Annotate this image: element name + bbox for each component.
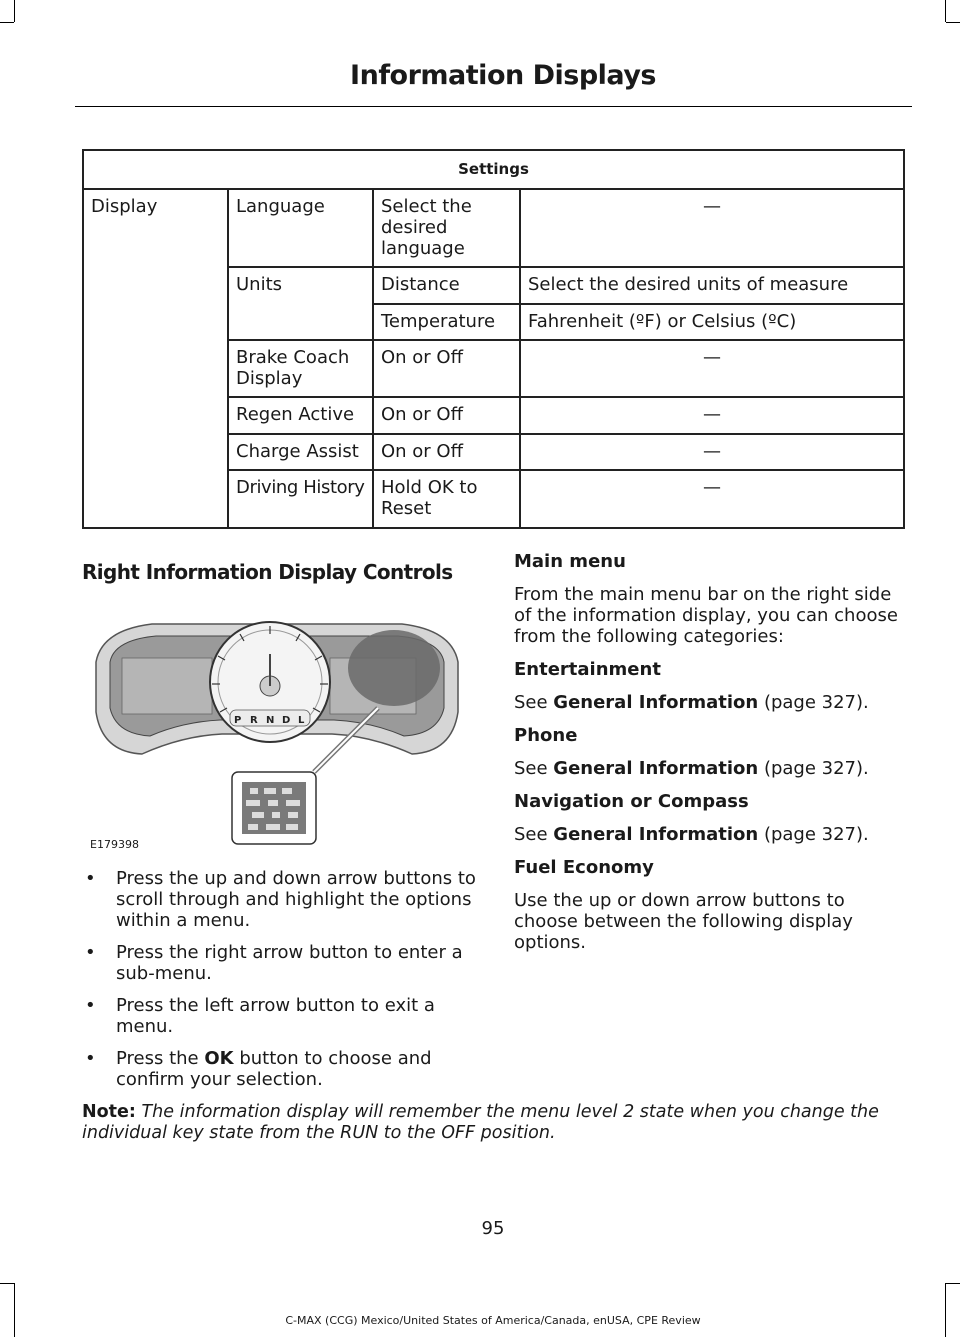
page-number: 95 bbox=[481, 1218, 505, 1239]
gear-label: R bbox=[250, 715, 258, 726]
table-heading: Settings bbox=[83, 150, 904, 189]
table-cell-item: Regen Active bbox=[228, 397, 373, 434]
settings-table bbox=[82, 149, 905, 529]
table-cell-detail: Fahrenheit (ºF) or Celsius (ºC) bbox=[520, 304, 904, 340]
crop-mark bbox=[0, 22, 14, 23]
subheading: Entertainment bbox=[514, 659, 661, 680]
note-text: The information display will remember the menu level 2 state when you change the individual key state from the RUN to the OFF position. bbox=[82, 1102, 879, 1143]
table-cell-option: Temperature bbox=[373, 304, 520, 340]
ref-page: (page 327). bbox=[758, 758, 869, 779]
subheading: Phone bbox=[514, 725, 578, 746]
gear-label: L bbox=[298, 715, 305, 726]
list-item bbox=[82, 1048, 477, 1090]
ref-prefix: See bbox=[514, 824, 554, 845]
ref-link[interactable]: General Information bbox=[553, 824, 759, 845]
ok-label: OK bbox=[204, 1048, 234, 1069]
table-cell-option: Distance bbox=[373, 267, 520, 304]
note-label: Note: bbox=[82, 1102, 136, 1122]
note bbox=[82, 1102, 912, 1144]
crop-mark bbox=[946, 1283, 960, 1284]
ref-page: (page 327). bbox=[758, 692, 869, 713]
table-cell-detail: — bbox=[520, 470, 904, 528]
table-cell-item: Brake Coach Display bbox=[228, 340, 373, 397]
table-cell-option: Select the desired language bbox=[373, 189, 520, 267]
table-category: Display bbox=[83, 189, 228, 528]
ref-prefix: See bbox=[514, 758, 554, 779]
cross-reference bbox=[514, 758, 909, 779]
gear-label: N bbox=[266, 715, 275, 726]
subheading: Navigation or Compass bbox=[514, 791, 749, 812]
table-cell-detail: — bbox=[520, 397, 904, 434]
crop-mark bbox=[0, 1283, 14, 1284]
table-cell-option: Hold OK to Reset bbox=[373, 470, 520, 528]
table-cell-detail: Select the desired units of measure bbox=[520, 267, 904, 304]
crop-mark bbox=[945, 0, 946, 22]
subheading: Main menu bbox=[514, 551, 626, 572]
page-title: Information Displays bbox=[350, 60, 656, 91]
list-item: • Press the right arrow button to enter a sub-menu. bbox=[82, 942, 477, 984]
gear-label: D bbox=[282, 715, 291, 726]
list-item: • Press the left arrow button to exit a menu. bbox=[82, 995, 477, 1037]
figure-code: E179398 bbox=[90, 838, 139, 851]
table-cell-item: Units bbox=[228, 267, 373, 340]
controls-list bbox=[82, 868, 477, 1101]
table-cell-option: On or Off bbox=[373, 340, 520, 397]
section-heading: Right Information Display Controls bbox=[82, 560, 453, 584]
right-column bbox=[514, 551, 909, 965]
crop-mark bbox=[946, 22, 960, 23]
ref-link[interactable]: General Information bbox=[553, 692, 759, 713]
footer: C-MAX (CCG) Mexico/United States of America/Canada, enUSA, CPE Review bbox=[285, 1314, 701, 1327]
paragraph: From the main menu bar on the right side of the information display, you can choose from the following categories: bbox=[514, 584, 898, 647]
title-rule bbox=[75, 106, 912, 107]
table-cell-detail: — bbox=[520, 189, 904, 267]
table-cell-detail: — bbox=[520, 340, 904, 397]
cross-reference bbox=[514, 692, 909, 713]
table-cell-detail: — bbox=[520, 434, 904, 470]
table-cell-option: On or Off bbox=[373, 397, 520, 434]
table-cell-item: Language bbox=[228, 189, 373, 267]
gear-labels bbox=[230, 710, 310, 728]
table-cell-item: Charge Assist bbox=[228, 434, 373, 470]
ref-prefix: See bbox=[514, 692, 554, 713]
crop-mark bbox=[14, 1283, 15, 1337]
subheading: Fuel Economy bbox=[514, 857, 654, 878]
list-item-text: button to choose and confirm your selection. bbox=[116, 1048, 432, 1090]
cross-reference bbox=[514, 824, 909, 845]
table-cell-item: Driving History bbox=[228, 470, 373, 528]
crop-mark bbox=[945, 1283, 946, 1337]
table-cell-option: On or Off bbox=[373, 434, 520, 470]
list-item: • Press the up and down arrow buttons to scroll through and highlight the options within a menu. bbox=[82, 868, 477, 931]
crop-mark bbox=[14, 0, 15, 22]
instrument-cluster-figure bbox=[82, 604, 472, 854]
ref-link[interactable]: General Information bbox=[553, 758, 759, 779]
list-item-text: Press the bbox=[116, 1048, 205, 1069]
ref-page: (page 327). bbox=[758, 824, 869, 845]
gear-label: P bbox=[234, 715, 242, 726]
paragraph: Use the up or down arrow buttons to choose between the following display options. bbox=[514, 890, 853, 953]
